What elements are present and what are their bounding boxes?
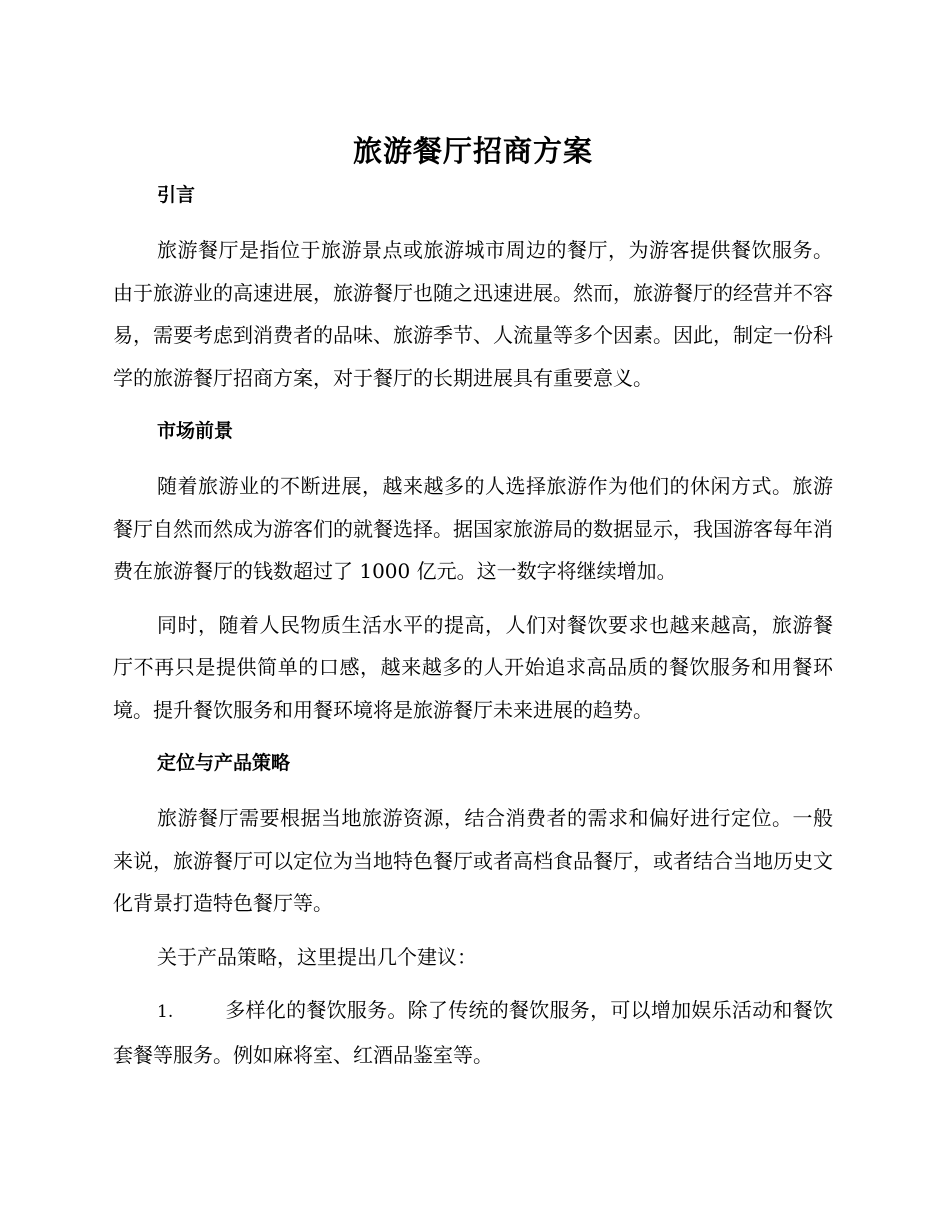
- paragraph-market-outlook-2: 同时，随着人民物质生活水平的提高，人们对餐饮要求也越来越高，旅游餐厅不再只是提供简单的口感，越来越多的人开始追求高品质的餐饮服务和用餐环境。提升餐饮服务和用餐环境将是旅游餐厅未来进展的趋势。: [113, 612, 833, 722]
- paragraph-market-outlook-1: 随着旅游业的不断进展，越来越多的人选择旅游作为他们的休闲方式。旅游餐厅自然而然成为游客们的就餐选择。据国家旅游局的数据显示，我国游客每年消费在旅游餐厅的钱数超过了 1000 亿元。这一数字将继续增加。: [113, 474, 833, 583]
- paragraph-positioning-1: 旅游餐厅需要根据当地旅游资源，结合消费者的需求和偏好进行定位。一般来说，旅游餐厅可以定位为当地特色餐厅或者高档食品餐厅，或者结合当地历史文化背景打造特色餐厅等。: [113, 806, 833, 915]
- spacer: [113, 785, 833, 797]
- section-heading-positioning-strategy: 定位与产品策略: [157, 752, 291, 774]
- document-body: [113, 128, 833, 1087]
- spacer: [113, 453, 833, 465]
- list-item-text: 多样化的餐饮服务。除了传统的餐饮服务，可以增加娱乐活动和餐饮套餐等服务。例如麻将室、红酒品鉴室等。: [113, 998, 833, 1067]
- list-item-number: 1.: [157, 1002, 174, 1022]
- section-heading-market-outlook: 市场前景: [157, 420, 234, 442]
- spacer: [113, 217, 833, 229]
- paragraph-introduction: 旅游餐厅是指位于旅游景点或旅游城市周边的餐厅，为游客提供餐饮服务。由于旅游业的高速进展，旅游餐厅也随之迅速进展。然而，旅游餐厅的经营并不容易，需要考虑到消费者的品味、旅游季节、人流量等多个因素。因此，制定一份科学的旅游餐厅招商方案，对于餐厅的长期进展具有重要意义。: [113, 238, 833, 390]
- document-title: 旅游餐厅招商方案: [352, 134, 593, 168]
- paragraph-positioning-2: 关于产品策略，这里提出几个建议：: [157, 944, 477, 969]
- section-heading-introduction: 引言: [157, 184, 196, 206]
- list-item: [113, 989, 833, 1076]
